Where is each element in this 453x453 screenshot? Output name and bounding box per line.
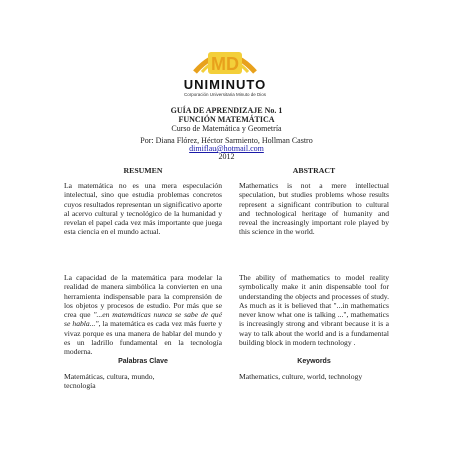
author-email-link[interactable]: dimiflau@hotmail.com: [189, 144, 264, 153]
resumen-paragraph-1: [64, 181, 222, 237]
resumen-text-2-start: La capacidad de la matemática para modelar la realidad de manera simbólica la convierten en una herramienta indispensable para la comprensión de los objetos y procesos de estudio. Por más que se crea que: [64, 273, 222, 320]
abstract-paragraph-1: [239, 181, 389, 237]
resumen-heading: RESUMEN: [123, 166, 163, 175]
resumen-text-2-end: , la matemática es cada vez más fuerte y vivaz porque es una manera de hablar del mundo y es un ladrillo fundamental en la tecnología moderna.: [64, 319, 222, 357]
resumen-text-2: [64, 273, 222, 357]
authors-line: Por: Diana Flórez, Héctor Sarmiento, Hollman Castro: [140, 136, 313, 145]
keywords-heading: Keywords: [297, 358, 331, 365]
abstract-heading: ABSTRACT: [292, 166, 336, 175]
palabras-clave-heading: Palabras Clave: [118, 358, 168, 365]
abstract-paragraph-2: [239, 273, 389, 347]
resumen-quote: "...en matemáticas nunca se sabe de qué se habla...": [64, 310, 222, 329]
abstract-text-2: The ability of mathematics to model reality symbolically make it anin dispensable tool for understanding the objects and processes of study. As much as it is believed that "...in mathematics never know what one is talking ...", mathematics is increasingly strong and vibrant because it is a way to talk about the world and is a fundamental building block in modern technology .: [239, 273, 389, 348]
resumen-paragraph-2: [64, 273, 222, 357]
keywords-text: Mathematics, culture, world, technology: [239, 372, 363, 381]
logo-letters: MD: [211, 54, 239, 74]
palabras-clave-text: Matemáticas, cultura, mundo, tecnología: [64, 372, 155, 391]
document-subtitle: FUNCIÓN MATEMÁTICA: [178, 115, 275, 124]
publication-year: 2012: [218, 152, 235, 161]
document-title: GUÍA DE APRENDIZAJE No. 1: [170, 106, 283, 115]
brand-name: UNIMINUTO: [183, 77, 267, 92]
abstract-text-1: Mathematics is not a mere intellectual speculation, but studies problems whose results represent a significant contribution to cultural and technological heritage of humanity and reveal the increasingly important role played by this science in the world.: [239, 181, 389, 237]
resumen-text-1: La matemática no es una mera especulación intelectual, sino que estudia problemas concretos cuyos resultados representan un significativo aporte al acervo cultural y tecnológico de la humanidad y revelan el papel cada vez más importante que juega esta ciencia en el mundo actual.: [64, 181, 222, 237]
course-name: Curso de Matemática y Geometría: [171, 124, 282, 133]
brand-subtitle: Corporación Universitaria Minuto de Dios: [183, 92, 267, 97]
